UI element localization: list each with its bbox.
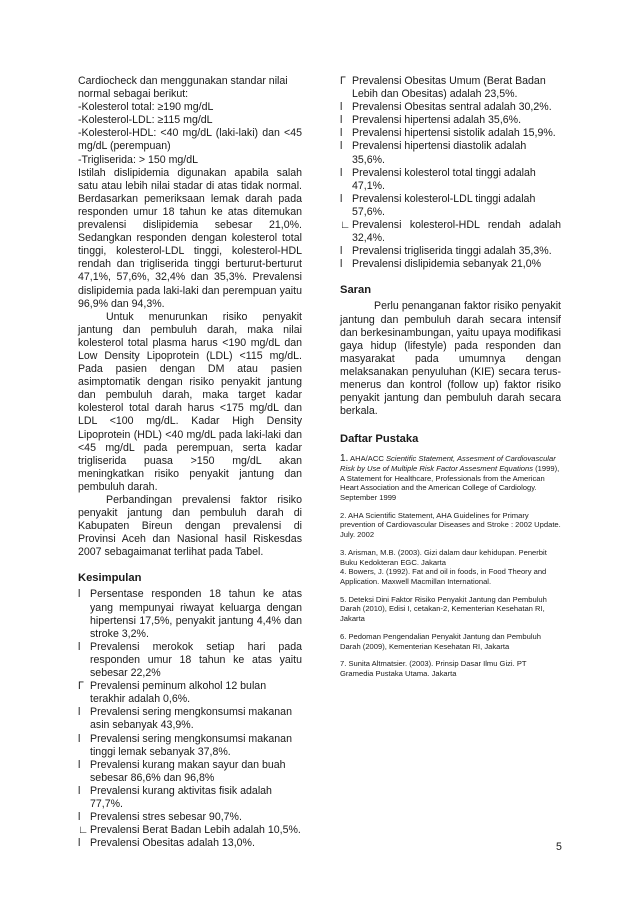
- saran-heading: Saran: [340, 284, 372, 297]
- conclusion-text: Persentase responden 18 tahun ke atas yang mempunyai riwayat keluarga dengan hipertensi 17,5%, penyakit jantung 4,4% dan stroke 3,2%.: [90, 588, 302, 640]
- bullet-marker: l: [340, 258, 343, 271]
- trigliserida-standard-line: -Trigliserida: > 150 mg/dL: [78, 153, 199, 166]
- conclusion-text: Prevalensi kurang aktivitas fisik adalah 77,7%.: [90, 784, 272, 810]
- conclusion-text: Prevalensi sering mengkonsumsi makanan asin sebanyak 43,9%.: [90, 706, 292, 732]
- reference-number: 1.: [340, 453, 349, 465]
- conclusion-text: Prevalensi stres sebesar 90,7%.: [90, 811, 242, 824]
- conclusion-item: [340, 258, 561, 271]
- bullet-marker: l: [340, 127, 343, 140]
- conclusion-item: [78, 733, 302, 759]
- conclusion-item: [340, 114, 561, 127]
- bullet-marker: l: [340, 114, 343, 127]
- reference-item: 3. Arisman, M.B. (2003). Gizi dalam daur kehidupan. Penerbit Buku Kedokteran EGC. Jakarta 4. Bowers, J. (1992). Fat and oil in foods, in Food Theory and Application. Maxwell Macmillan International.: [340, 547, 547, 586]
- conclusion-item: [78, 759, 302, 785]
- reference-item: 7. Sunita Altmatsier. (2003). Prinsip Dasar Ilmu Gizi. PT Gramedia Pustaka Utama. Jakarta: [340, 659, 527, 678]
- bullet-marker: l: [78, 811, 81, 824]
- conclusion-text: Prevalensi peminum alkohol 12 bulan terakhir adalah 0,6%.: [90, 680, 267, 706]
- bullet-marker: ∟: [340, 219, 351, 232]
- conclusion-text: Prevalensi kolesterol-LDL tinggi adalah 57,6%.: [352, 192, 536, 218]
- conclusion-text: Prevalensi dislipidemia sebanyak 21,0%: [352, 258, 542, 271]
- bullet-marker: Γ: [340, 75, 346, 87]
- comparison-paragraph: Perbandingan prevalensi faktor risiko penyakit jantung dan pembuluh darah di Kabupaten Bireun dengan prevalensi di Provinsi Aceh dan Nasional hasil Riskesdas 2007 sebagaimanat terlihat pada Tabel.: [78, 494, 302, 559]
- conclusion-item: [340, 140, 561, 166]
- right-column: [340, 75, 561, 687]
- bullet-marker: l: [78, 706, 81, 719]
- conclusion-item: [340, 167, 561, 193]
- bullet-marker: l: [340, 140, 343, 153]
- conclusion-text: Prevalensi Obesitas adalah 13,0%.: [90, 837, 255, 850]
- conclusion-text: Prevalensi trigliserida tinggi adalah 35,3%.: [352, 245, 552, 258]
- conclusion-text: Prevalensi Berat Badan Lebih adalah 10,5%.: [90, 824, 301, 837]
- bullet-marker: l: [340, 192, 343, 205]
- conclusion-item: [78, 706, 302, 732]
- reference-item: [340, 454, 561, 503]
- intro-line: Cardiocheck dan menggunakan standar nilai: [78, 75, 288, 87]
- intro-line: -Kolesterol-LDL: ≥115 mg/dL: [78, 114, 213, 127]
- bullet-marker: ∟: [78, 824, 89, 837]
- conclusion-text: Prevalensi hipertensi adalah 35,6%.: [352, 114, 522, 127]
- conclusion-item: [340, 193, 561, 219]
- conclusion-text: Prevalensi hipertensi diastolik adalah 35,6%.: [352, 140, 527, 166]
- bullet-marker: l: [78, 758, 81, 771]
- left-column: [78, 75, 302, 850]
- bullet-marker: Γ: [78, 680, 84, 693]
- bullet-marker: l: [78, 732, 81, 745]
- kesimpulan-heading: Kesimpulan: [78, 572, 142, 585]
- conclusion-item: [340, 127, 561, 140]
- conclusion-item: [78, 811, 302, 824]
- conclusion-text: Prevalensi hipertensi sistolik adalah 15,9%.: [352, 127, 556, 140]
- saran-paragraph: Perlu penanganan faktor risiko penyakit jantung dan pembuluh darah secara intensif dan berkesinambungan, yaitu upaya modifikasi gaya hidup (lifestyle) pada responden dan masyarakat pada umumnya dengan melaksanakan penyuluhan (KIE) secara terus-menerus dan kontrol (follow up) faktor risiko penyakit jantung dan pembuluh darah secara berkala.: [340, 300, 561, 418]
- dislipidemia-paragraph: Istilah dislipidemia digunakan apabila salah satu atau lebih nilai stadar di atas tidak normal. Berdasarkan pemeriksaan lemak darah pada responden umur 18 tahun ke atas ditemukan prevalensi dislipidemia sebesar 21,0%. Sedangkan responden dengan kolesterol total tinggi, kolesterol-LDL tinggi, kolesterol-HDL rendah dan trigliserida tinggi berturut-berturut 47,1%, 57,6%, 32,4% dan 35,3%. Prevalensi dislipidemia pada laki-laki dan perempuan yaitu 96,9% dan 94,3%.: [78, 166, 302, 310]
- conclusion-item: [78, 641, 302, 680]
- conclusion-text: Prevalensi kolesterol-HDL rendah adalah 32,4%.: [352, 219, 561, 245]
- bullet-marker: l: [78, 640, 81, 653]
- daftar-pustaka-heading: Daftar Pustaka: [340, 433, 419, 446]
- conclusion-item: [78, 824, 302, 837]
- reference-rest: (1999), A Statement for Healthcare, Professionals from the American Heart Association and the American College of Cardiology. September 1999: [340, 463, 560, 503]
- conclusion-text: Prevalensi kolesterol total tinggi adalah 47,1%.: [352, 166, 536, 192]
- reference-item: 5. Deteksi Dini Faktor Risiko Penyakit Jantung dan Pembuluh Darah (2010), Edisi I, cetakan-2, Kementerian Kesehatan RI, Jakarta: [340, 594, 547, 624]
- conclusion-item: [78, 785, 302, 811]
- reference-item: 2. AHA Scientific Statement, AHA Guidelines for Primary prevention of Cardiovascular Diseases and Stroke : 2002 Update. July. 2002: [340, 510, 561, 540]
- bullet-marker: l: [340, 245, 343, 258]
- conclusion-item: [78, 837, 302, 850]
- bullet-marker: l: [340, 101, 343, 114]
- conclusion-item: [340, 245, 561, 258]
- conclusion-item: [78, 588, 302, 640]
- reference-item: 6. Pedoman Pengendalian Penyakit Jantung dan Pembuluh Darah (2009), Kementerian Kesehatan RI, Jakarta: [340, 631, 541, 651]
- conclusion-item: [340, 75, 561, 101]
- conclusion-item: [340, 101, 561, 114]
- bullet-marker: l: [78, 784, 81, 797]
- reference-italic-title: Scientific Statement, Assesment of Cardiovascular Risk by Use of Multiple Risk Factor Assesment Equations: [340, 454, 556, 473]
- reference-lead: AHA/ACC: [350, 454, 384, 464]
- conclusion-text: Prevalensi Obesitas Umum (Berat Badan Lebih dan Obesitas) adalah 23,5%.: [352, 75, 546, 101]
- page-number: 5: [556, 841, 562, 853]
- intro-line: -Kolesterol total: ≥190 mg/dL: [78, 101, 214, 114]
- conclusion-item: [340, 219, 561, 245]
- conclusion-text: Prevalensi merokok setiap hari pada responden umur 18 tahun ke atas yaitu sebesar 22,2%: [90, 640, 302, 680]
- conclusion-text: Prevalensi Obesitas sentral adalah 30,2%.: [352, 101, 552, 114]
- risk-reduction-paragraph: Untuk menurunkan risiko penyakit jantung dan pembuluh darah, maka nilai kolesterol total plasma harus <190 mg/dL dan Low Density Lipoprotein (LDL) <115 mg/dL. Pada pasien dengan DM atau pasien asimptomatik dengan risiko penyakit jantung dan pembuluh darah, maka target kadar kolesterol total darah harus <175 mg/dL dan LDL <100 mg/dL. Kadar High Density Lipoprotein (HDL) <40 mg/dL pada laki-laki dan <45 mg/dL pada perempuan, serta kadar trigliserida puasa >150 mg/dL akan meningkatkan risiko penyakit jantung dan pembuluh darah.: [78, 310, 302, 493]
- conclusion-text: Prevalensi kurang makan sayur dan buah sebesar 86,6% dan 96,8%: [90, 758, 286, 784]
- intro-line: normal sebagai berikut:: [78, 88, 189, 101]
- bullet-marker: l: [78, 837, 81, 850]
- bullet-marker: l: [78, 588, 81, 601]
- hdl-standard-line: -Kolesterol-HDL: <40 mg/dL (laki-laki) dan <45 mg/dL (perempuan): [78, 127, 302, 153]
- bullet-marker: l: [340, 166, 343, 179]
- conclusion-item: [78, 680, 302, 706]
- conclusion-text: Prevalensi sering mengkonsumsi makanan tinggi lemak sebanyak 37,8%.: [90, 732, 292, 758]
